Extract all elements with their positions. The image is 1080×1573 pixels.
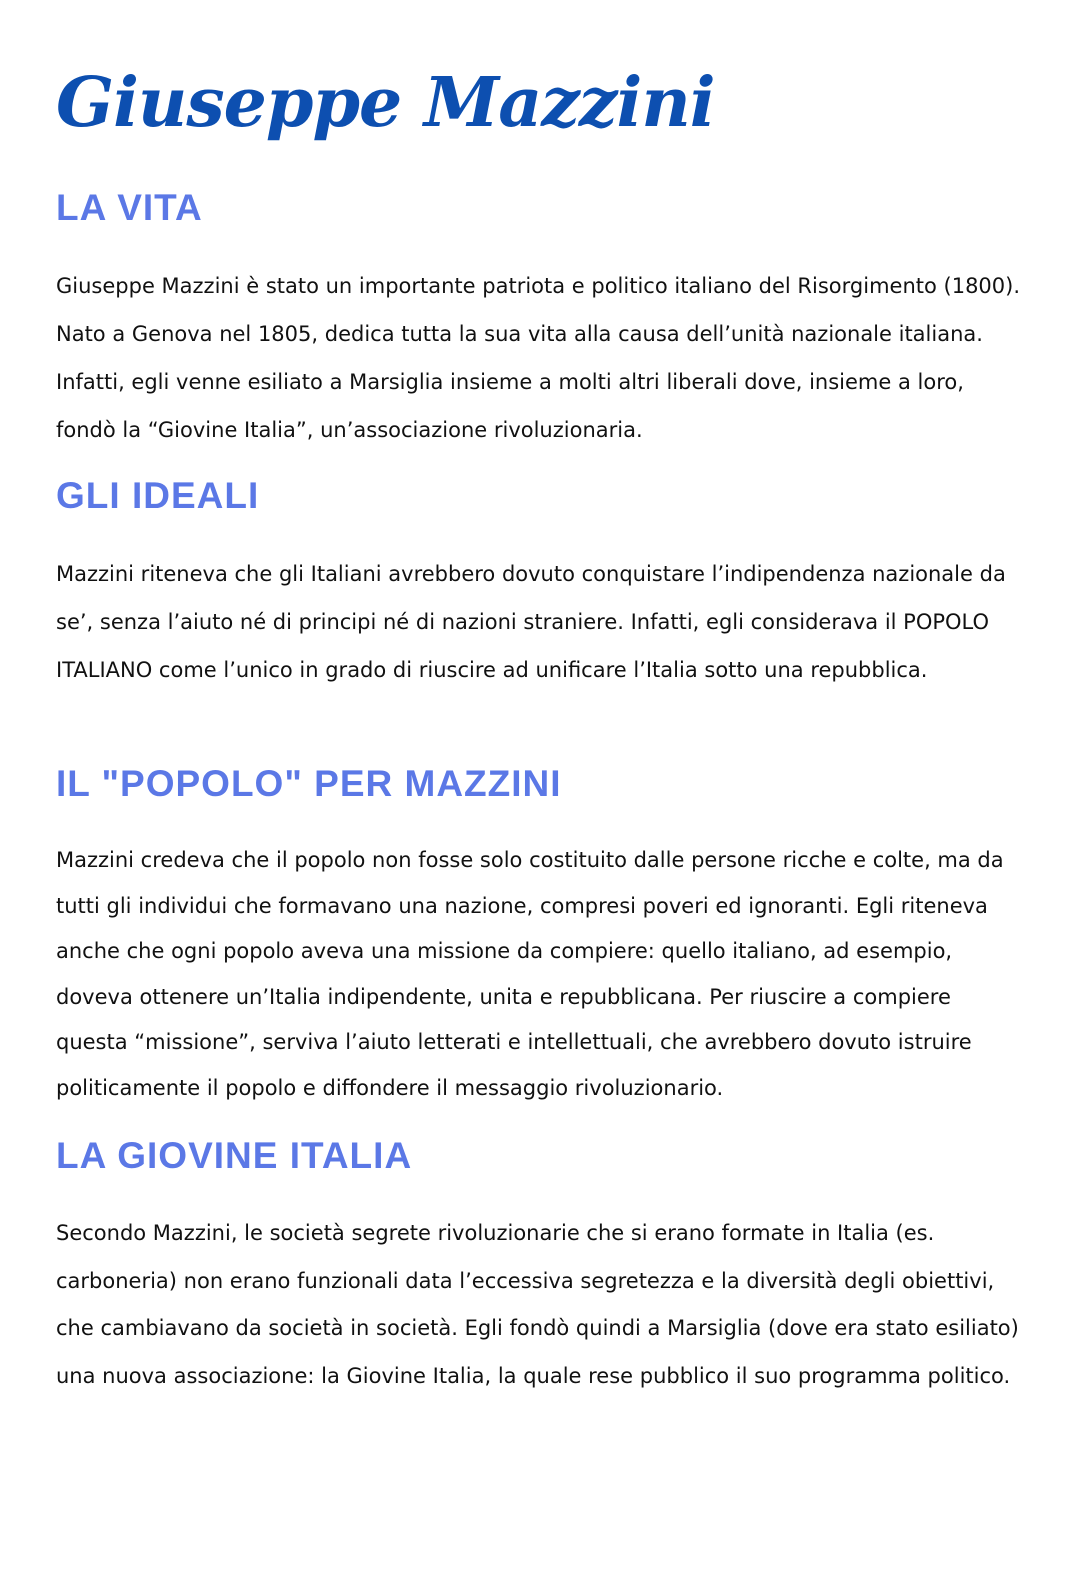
section-body-la-vita: Giuseppe Mazzini è stato un importante patriota e politico italiano del Risorgimento (1800). Nato a Genova nel 1805, dedica tutta la sua vita alla causa dell’unità nazionale italiana. Infatti, egli venne esiliato a Marsiglia insieme a molti altri liberali dove, insieme a loro, fondò la “Giovine Italia”, un’associazione rivoluzionaria. — [56, 274, 1021, 442]
section-body-il-popolo: Mazzini credeva che il popolo non fosse solo costituito dalle persone ricche e colte, ma da tutti gli individui che formavano una nazione, compresi poveri ed ignoranti. Egli riteneva anche che ogni popolo aveva una missione da compiere: quello italiano, ad esempio, doveva ottenere un’Italia indipendente, unita e repubblicana. Per riuscire a compiere questa “missione”, serviva l’aiuto letterati e intellettuali, che avrebbero dovuto istruire politicamente il popolo e diffondere il messaggio rivoluzionario. — [56, 848, 1004, 1100]
page-title: Giuseppe Mazzini — [56, 63, 715, 143]
section-body-gli-ideali: Mazzini riteneva che gli Italiani avrebbero dovuto conquistare l’indipendenza nazionale da se’, senza l’aiuto né di principi né di nazioni straniere. Infatti, egli considerava il POPOLO ITALIANO come l’unico in grado di riuscire ad unificare l’Italia sotto una repubblica. — [56, 562, 1006, 682]
section-body-la-giovine-italia: Secondo Mazzini, le società segrete rivoluzionarie che si erano formate in Italia (es. carboneria) non erano funzionali data l’eccessiva segretezza e la diversità degli obiettivi, che cambiavano da società in società. Egli fondò quindi a Marsiglia (dove era stato esiliato) una nuova associazione: la Giovine Italia, la quale rese pubblico il suo programma politico. — [56, 1221, 1019, 1388]
section-heading-la-giovine-italia: LA GIOVINE ITALIA — [56, 1135, 413, 1176]
section-heading-la-vita: LA VITA — [56, 187, 203, 228]
section-heading-il-popolo: IL "POPOLO" PER MAZZINI — [56, 763, 562, 804]
section-heading-gli-ideali: GLI IDEALI — [56, 475, 260, 516]
